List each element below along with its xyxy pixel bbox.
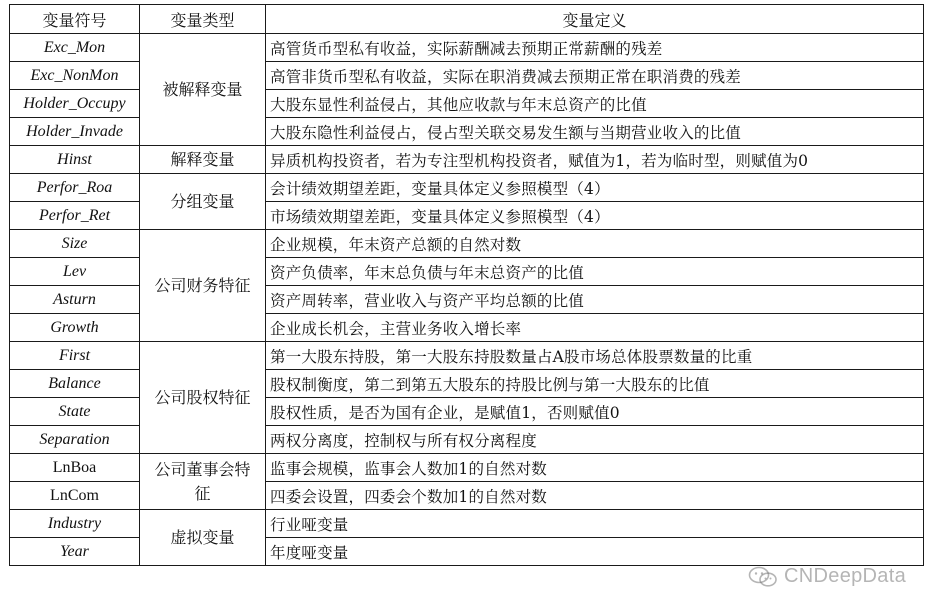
variable-definition: 资产周转率，营业收入与资产平均总额的比值	[266, 286, 924, 314]
variable-definition: 监事会规模，监事会人数加1的自然对数	[266, 454, 924, 482]
table-row	[10, 454, 924, 482]
variable-symbol: Holder_Occupy	[10, 90, 140, 118]
variable-type: 解释变量	[140, 146, 266, 174]
variable-symbol: Growth	[10, 314, 140, 342]
variable-definition: 年度哑变量	[266, 538, 924, 566]
variable-type: 公司董事会特征	[140, 454, 266, 510]
table-row	[10, 510, 924, 538]
variable-type: 虚拟变量	[140, 510, 266, 566]
table-row	[10, 342, 924, 370]
table-row	[10, 230, 924, 258]
variable-symbol: Asturn	[10, 286, 140, 314]
variable-definition: 股权性质，是否为国有企业，是赋值1，否则赋值0	[266, 398, 924, 426]
table-row	[10, 174, 924, 202]
variable-type: 分组变量	[140, 174, 266, 230]
variable-definition: 两权分离度，控制权与所有权分离程度	[266, 426, 924, 454]
variable-definition: 资产负债率，年末总负债与年末总资产的比值	[266, 258, 924, 286]
variable-symbol: Year	[10, 538, 140, 566]
variable-type: 被解释变量	[140, 34, 266, 146]
variable-definition: 四委会设置，四委会个数加1的自然对数	[266, 482, 924, 510]
variable-symbol: LnBoa	[10, 454, 140, 482]
variable-symbol: Perfor_Roa	[10, 174, 140, 202]
wechat-icon	[748, 566, 778, 588]
variable-symbol: Industry	[10, 510, 140, 538]
header-type: 变量类型	[140, 5, 266, 34]
variable-symbol: Exc_NonMon	[10, 62, 140, 90]
variable-definition: 大股东显性利益侵占，其他应收款与年末总资产的比值	[266, 90, 924, 118]
header-symbol: 变量符号	[10, 5, 140, 34]
variable-definition-table-container	[9, 4, 923, 566]
variable-definition: 会计绩效期望差距，变量具体定义参照模型（4）	[266, 174, 924, 202]
variable-definition-table	[9, 4, 924, 566]
variable-definition: 大股东隐性利益侵占，侵占型关联交易发生额与当期营业收入的比值	[266, 118, 924, 146]
variable-symbol: LnCom	[10, 482, 140, 510]
watermark-text: CNDeepData	[784, 565, 906, 587]
watermark	[748, 565, 906, 588]
variable-type: 公司股权特征	[140, 342, 266, 454]
variable-definition: 行业哑变量	[266, 510, 924, 538]
variable-symbol: Separation	[10, 426, 140, 454]
variable-definition: 高管货币型私有收益，实际薪酬减去预期正常薪酬的残差	[266, 34, 924, 62]
table-row	[10, 146, 924, 174]
variable-symbol: Perfor_Ret	[10, 202, 140, 230]
variable-definition: 企业规模，年末资产总额的自然对数	[266, 230, 924, 258]
table-header-row	[10, 5, 924, 34]
variable-symbol: Holder_Invade	[10, 118, 140, 146]
variable-definition: 异质机构投资者，若为专注型机构投资者，赋值为1，若为临时型，则赋值为0	[266, 146, 924, 174]
variable-type: 公司财务特征	[140, 230, 266, 342]
variable-symbol: Size	[10, 230, 140, 258]
variable-symbol: State	[10, 398, 140, 426]
variable-definition: 企业成长机会，主营业务收入增长率	[266, 314, 924, 342]
variable-symbol: Balance	[10, 370, 140, 398]
header-definition: 变量定义	[266, 5, 924, 34]
table-body	[10, 34, 924, 566]
table-row	[10, 34, 924, 62]
variable-symbol: Lev	[10, 258, 140, 286]
variable-definition: 市场绩效期望差距，变量具体定义参照模型（4）	[266, 202, 924, 230]
variable-symbol: First	[10, 342, 140, 370]
variable-symbol: Exc_Mon	[10, 34, 140, 62]
variable-definition: 高管非货币型私有收益，实际在职消费减去预期正常在职消费的残差	[266, 62, 924, 90]
variable-definition: 股权制衡度，第二到第五大股东的持股比例与第一大股东的比值	[266, 370, 924, 398]
variable-symbol: Hinst	[10, 146, 140, 174]
variable-definition: 第一大股东持股，第一大股东持股数量占A股市场总体股票数量的比重	[266, 342, 924, 370]
